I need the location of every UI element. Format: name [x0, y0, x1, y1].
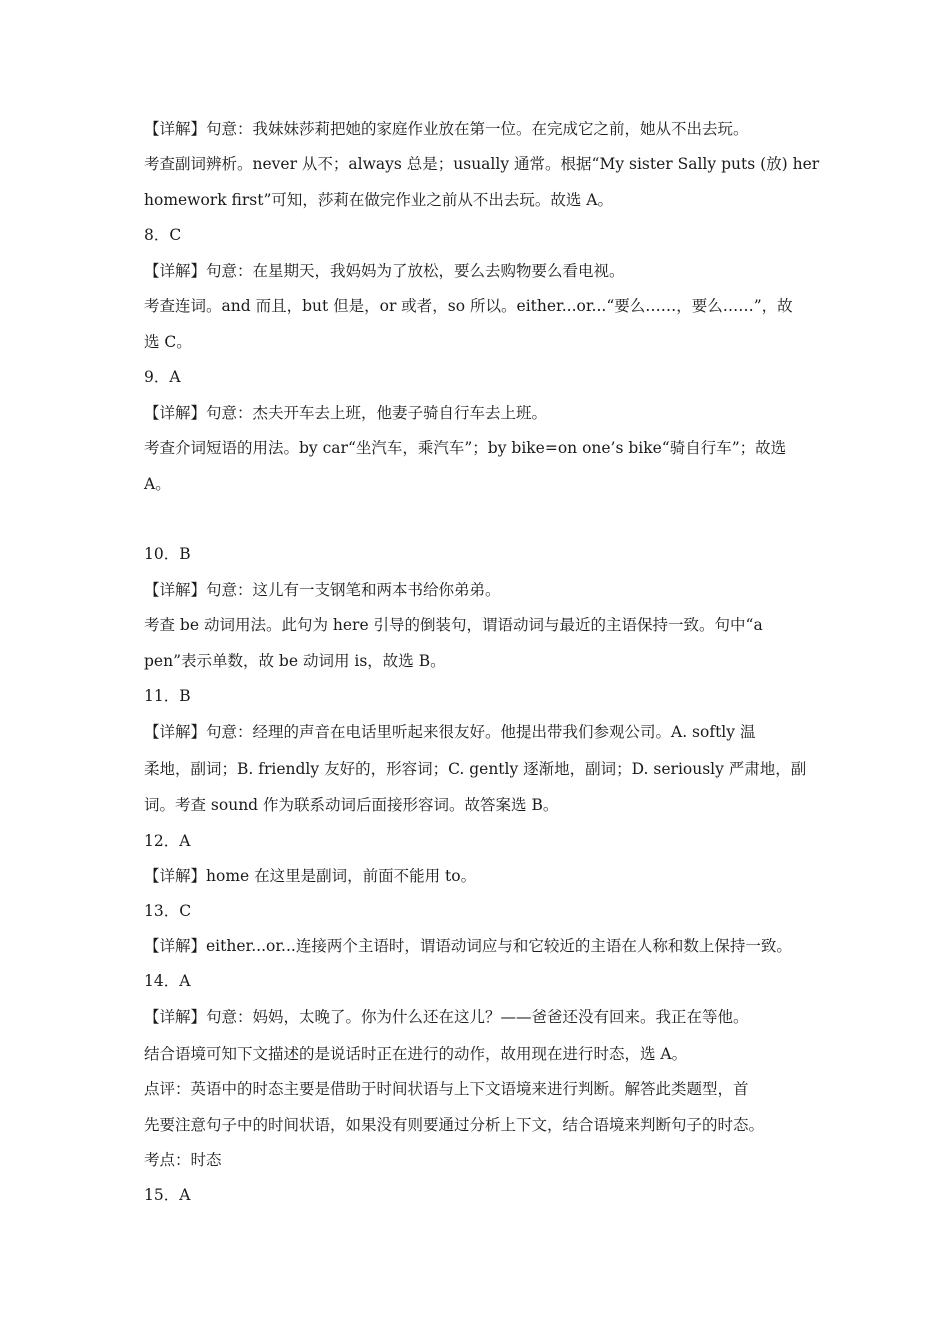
line-explain-13: 【详解】either...or...连接两个主语时，谓语动词应与和它较近的主语在人称和数上保持一致。: [144, 937, 792, 955]
line-analysis-10: 考查 be 动词用法。此句为 here 引导的倒装句，谓语动词与最近的主语保持一致。句中“a: [144, 616, 763, 634]
line-analysis-7-cont: homework first”可知，莎莉在做完作业之前从不出去玩。故选 A。: [144, 191, 613, 209]
line-analysis-9: 考查介词短语的用法。by car“坐汽车，乘汽车”；by bike=on one’s bike“骑自行车”；故选: [144, 439, 787, 457]
line-analysis-8: 考查连词。and 而且，but 但是，or 或者，so 所以。either...or...“要么……，要么……”，故: [144, 297, 793, 315]
line-comment-14-cont: 先要注意句子中的时间状语，如果没有则要通过分析上下文，结合语境来判断句子的时态。: [144, 1116, 765, 1134]
line-explain-10: 【详解】句意：这儿有一支钢笔和两本书给你弟弟。: [144, 581, 501, 599]
answer-15: 15．A: [144, 1186, 191, 1204]
line-comment-14: 点评：英语中的时态主要是借助于时间状语与上下文语境来进行判断。解答此类题型，首: [144, 1080, 749, 1098]
line-analysis-14: 结合语境可知下文描述的是说话时正在进行的动作，故用现在进行时态，选 A。: [144, 1045, 688, 1063]
answer-9: 9．A: [144, 368, 181, 386]
line-explain-11-cont: 柔地，副词；B. friendly 友好的，形容词；C. gently 逐渐地，副词；D. seriously 严肃地，副: [144, 760, 807, 778]
answer-11: 11．B: [144, 687, 191, 705]
line-explain-14: 【详解】句意：妈妈，太晚了。你为什么还在这儿？——爸爸还没有回来。我正在等他。: [144, 1008, 749, 1026]
answer-13: 13．C: [144, 902, 192, 920]
line-keypoint-14: 考点：时态: [144, 1151, 222, 1169]
line-explain-12: 【详解】home 在这里是副词，前面不能用 to。: [144, 867, 477, 885]
line-analysis-9-cont: A。: [144, 475, 171, 493]
line-analysis-10-cont: pen”表示单数，故 be 动词用 is，故选 B。: [144, 652, 446, 670]
line-analysis-8-cont: 选 C。: [144, 333, 192, 351]
line-explain-11-cont2: 词。考查 sound 作为联系动词后面接形容词。故答案选 B。: [144, 796, 559, 814]
line-explain-9: 【详解】句意：杰夫开车去上班，他妻子骑自行车去上班。: [144, 404, 548, 422]
answer-10: 10．B: [144, 545, 191, 563]
answer-12: 12．A: [144, 832, 191, 850]
line-analysis-7: 考查副词辨析。never 从不；always 总是；usually 通常。根据“My sister Sally puts (放) her: [144, 155, 820, 173]
line-explain-7: 【详解】句意：我妹妹莎莉把她的家庭作业放在第一位。在完成它之前，她从不出去玩。: [144, 120, 749, 138]
answer-8: 8．C: [144, 226, 182, 244]
line-explain-11: 【详解】句意：经理的声音在电话里听起来很友好。他提出带我们参观公司。A. softly 温: [144, 723, 756, 741]
answer-14: 14．A: [144, 972, 191, 990]
line-explain-8: 【详解】句意：在星期天，我妈妈为了放松，要么去购物要么看电视。: [144, 262, 625, 280]
